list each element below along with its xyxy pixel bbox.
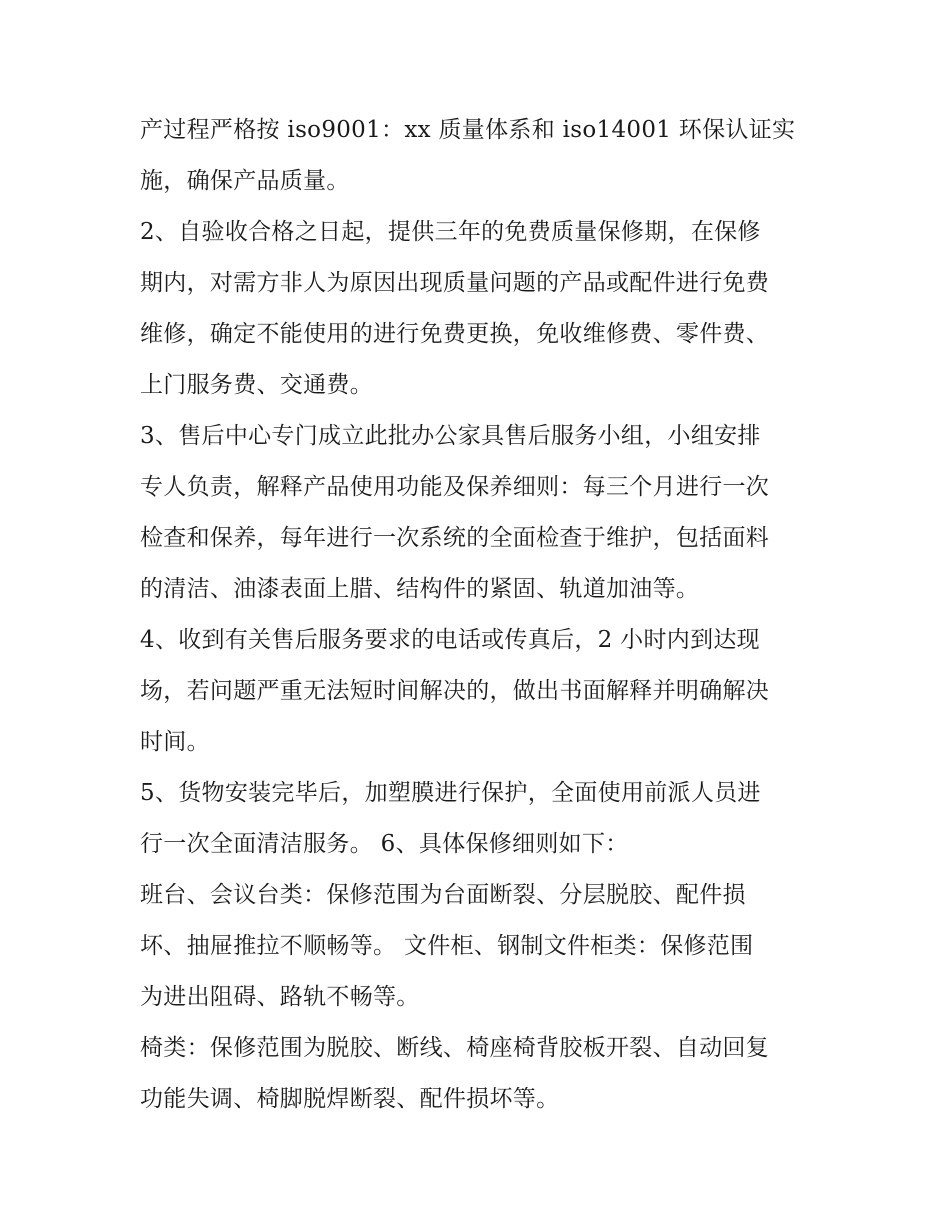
text-line: 时间。 xyxy=(140,729,210,755)
text-line: 的清洁、油漆表面上腊、结构件的紧固、轨道加油等。 xyxy=(140,576,700,602)
text-line: 功能失调、椅脚脱焊断裂、配件损坏等。 xyxy=(140,1086,560,1112)
text-line: 维修，确定不能使用的进行免费更换，免收维修费、零件费、 xyxy=(140,321,770,347)
text-line: 椅类：保修范围为脱胶、断线、椅座椅背胶板开裂、自动回复 xyxy=(140,1035,770,1061)
text-line: 施，确保产品质量。 xyxy=(140,168,350,194)
text-line: 专人负责，解释产品使用功能及保养细则：每三个月进行一次 xyxy=(140,474,770,500)
text-line: 5、货物安装完毕后，加塑膜进行保护，全面使用前派人员进 xyxy=(140,780,761,806)
text-line: 期内，对需方非人为原因出现质量问题的产品或配件进行免费 xyxy=(140,270,770,296)
text-line: 为进出阻碍、路轨不畅等。 xyxy=(140,984,420,1010)
text-line: 上门服务费、交通费。 xyxy=(140,372,373,398)
text-line: 产过程严格按 iso9001：xx 质量体系和 iso14001 环保认证实 xyxy=(140,117,796,143)
text-line: 坏、抽屉推拉不顺畅等。 文件柜、钢制文件柜类：保修范围 xyxy=(140,933,754,959)
text-line: 检查和保养，每年进行一次系统的全面检查于维护，包括面料 xyxy=(140,525,770,551)
text-line: 3、售后中心专门成立此批办公家具售后服务小组，小组安排 xyxy=(140,423,761,449)
text-line: 班台、会议台类：保修范围为台面断裂、分层脱胶、配件损 xyxy=(140,882,746,908)
document-body xyxy=(140,105,830,1125)
text-line: 4、收到有关售后服务要求的电话或传真后，2 小时内到达现 xyxy=(140,627,760,653)
text-line: 2、自验收合格之日起，提供三年的免费质量保修期，在保修 xyxy=(140,219,761,245)
text-line: 行一次全面清洁服务。 6、具体保修细则如下： xyxy=(140,831,629,857)
text-line: 场，若问题严重无法短时间解决的，做出书面解释并明确解决 xyxy=(140,678,770,704)
